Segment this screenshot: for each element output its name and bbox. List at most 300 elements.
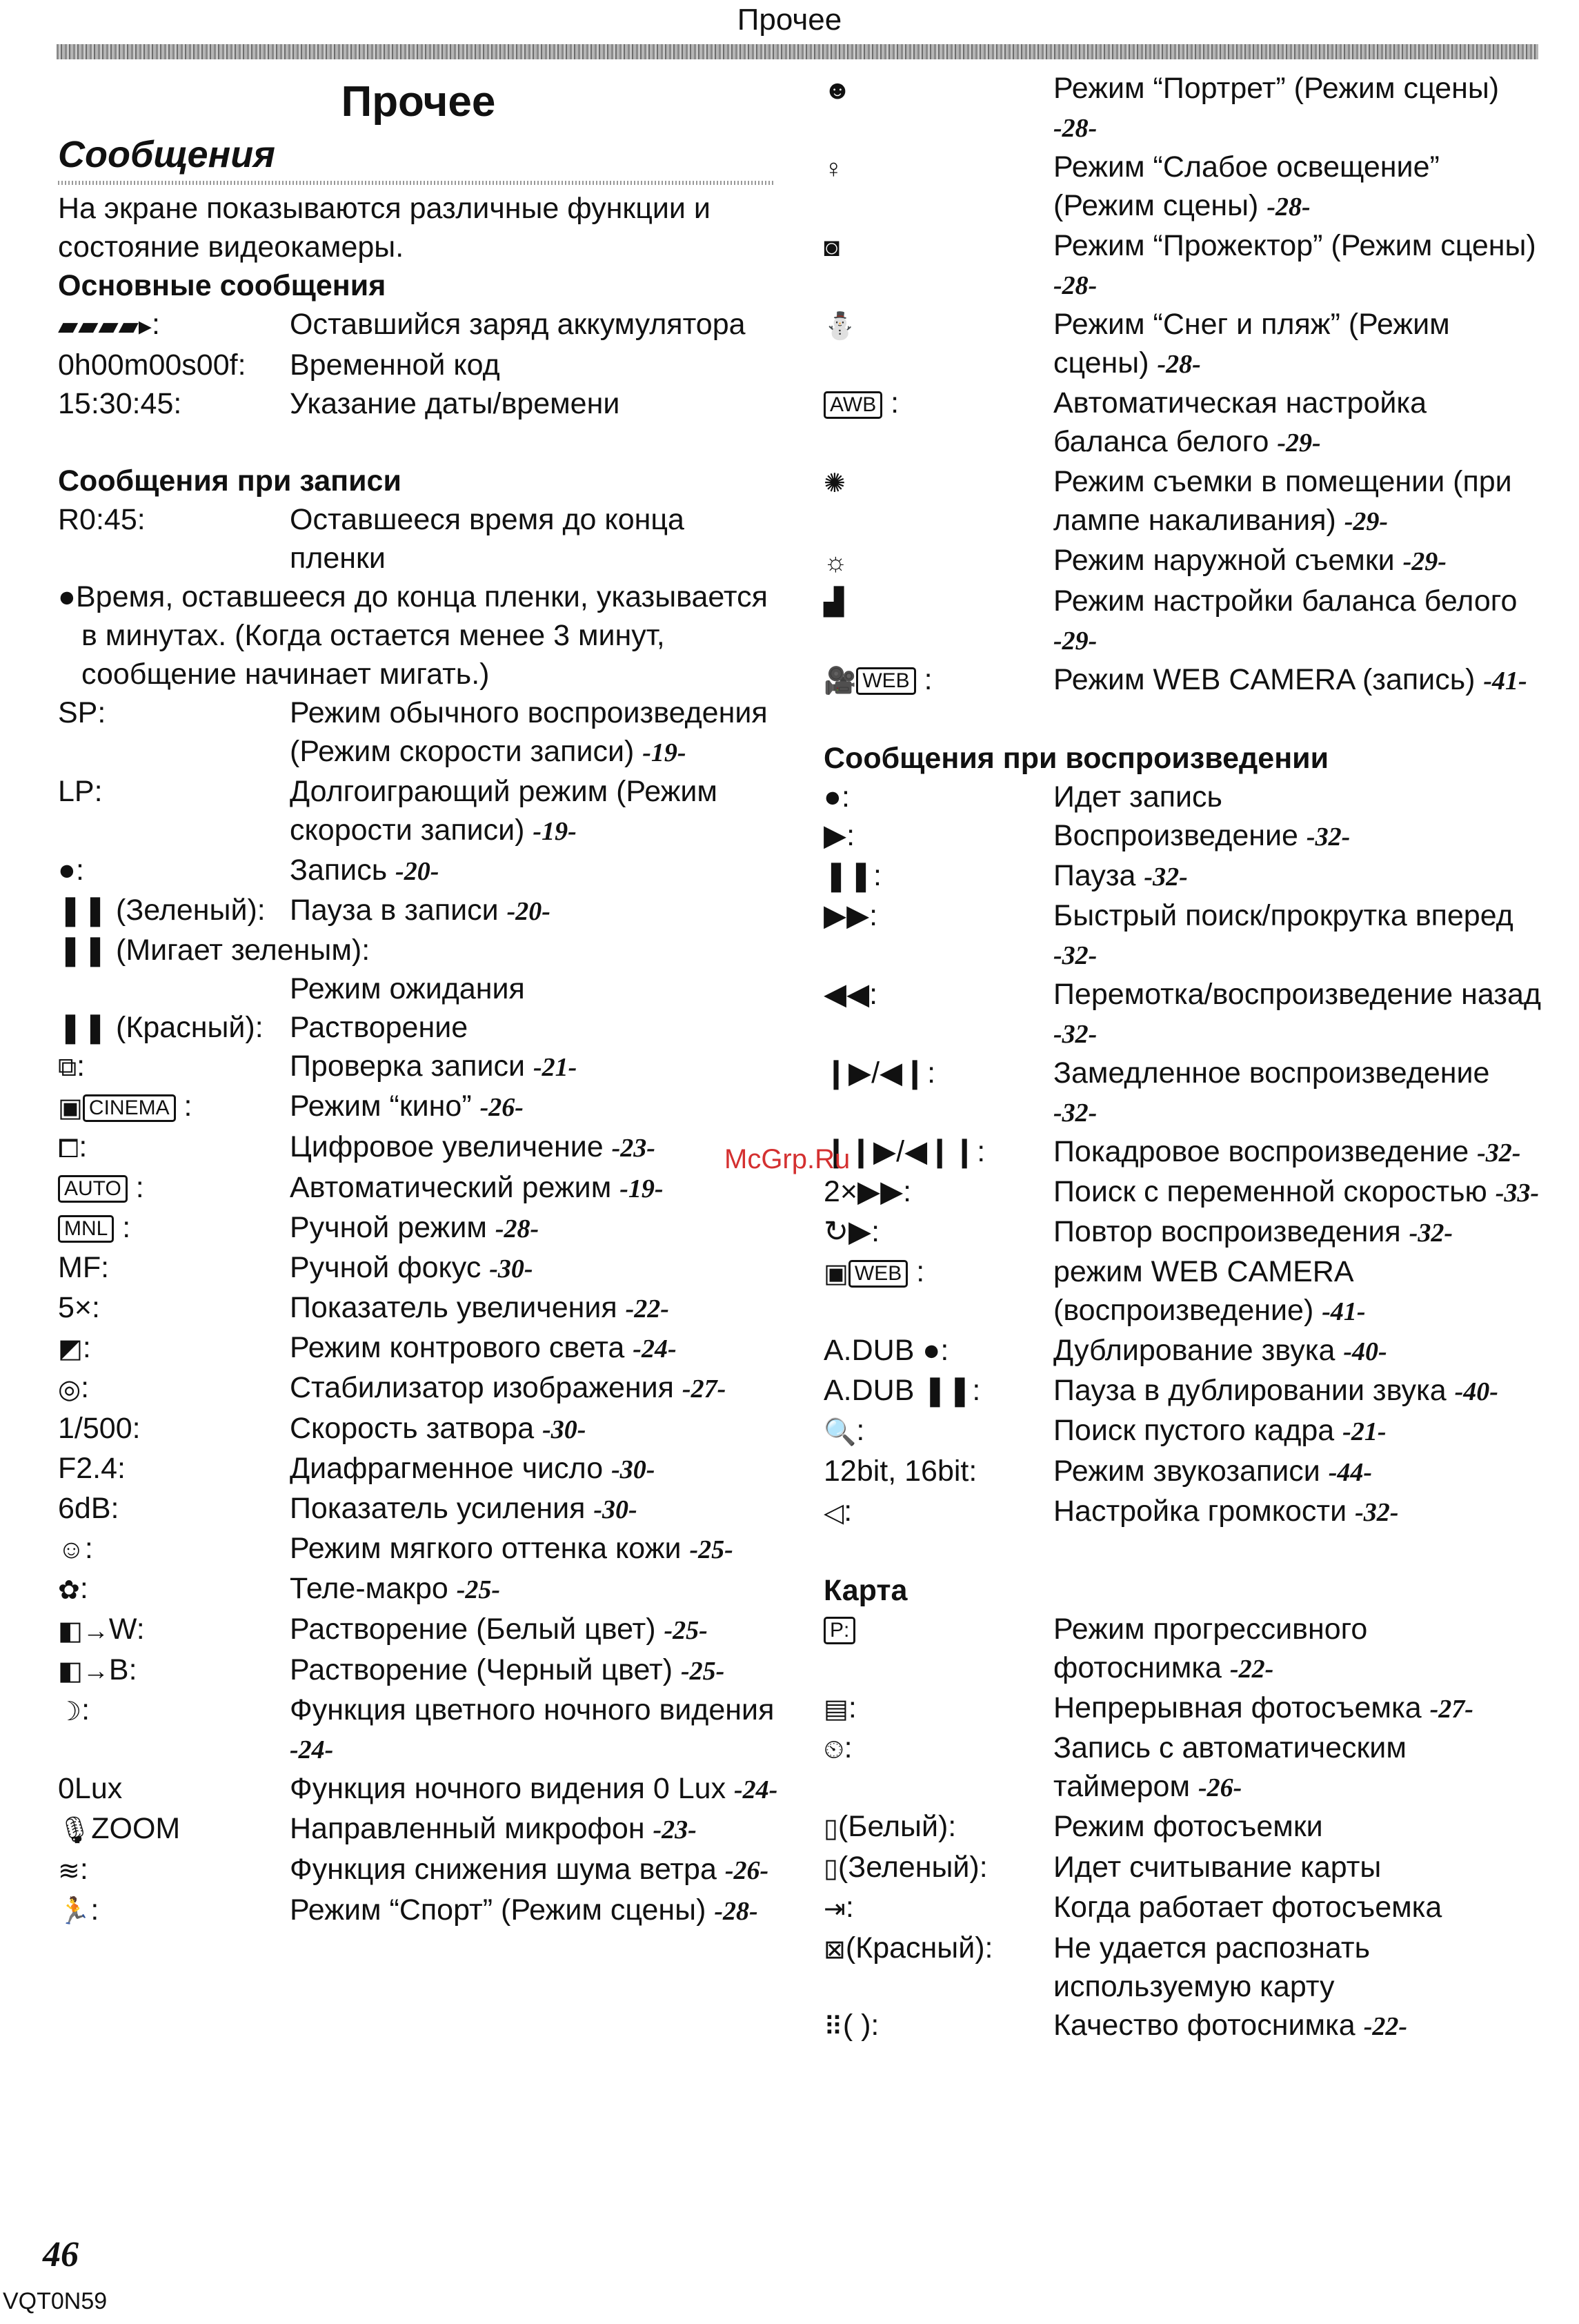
item-text: Запись с автоматическим таймером -26- [1053,1731,1407,1804]
fade-white-icon: ◧→ [58,1616,109,1646]
list-item [824,2006,1541,2047]
item-key [824,1492,1053,1533]
item-label: 12bit, 16bit: [824,1454,977,1488]
page-ref: -19- [533,816,577,846]
item-label: WEB [848,1260,908,1288]
sun-icon: ☼ [824,547,848,577]
item-key [58,1651,290,1691]
item-text: Растворение (Черный цвет) -25- [290,1653,725,1686]
left-column [58,69,779,1931]
list-item [58,693,779,772]
page-ref: -41- [1322,1297,1366,1327]
item-label: 1/500: [58,1411,141,1445]
item-key [824,1688,1053,1729]
item-key [824,1848,1053,1889]
item-key [824,1411,1053,1452]
item-text: Дублирование звука -40- [1053,1334,1387,1368]
item-label: : [79,1130,88,1163]
item-label: : [856,1414,865,1448]
item-text: Пауза в записи -20- [290,893,550,927]
running-header: Прочее [737,3,842,37]
card-icon: ▯ [824,1813,838,1843]
page-ref: -22- [1229,1654,1274,1684]
list-item [824,1848,1541,1889]
item-text: Пауза в дублировании звука -40- [1053,1374,1498,1408]
self-timer-icon: ⏲ [824,1735,844,1764]
page-ref: -32- [1053,941,1098,971]
volume-icon: ◁ [824,1498,844,1528]
card-heading: Карта [824,1573,908,1607]
web-camera-play-icon: ▣ [824,1259,848,1288]
list-item [824,1610,1541,1688]
page-ref: -30- [489,1254,533,1283]
quality-icon: ⠿ [824,2012,843,2042]
item-key [824,69,1053,148]
item-text: Пауза -32- [1053,859,1188,893]
item-label: SP: [58,696,106,729]
play-list [824,778,1541,1532]
page-ref: -21- [533,1052,577,1082]
page-ref: -25- [680,1656,725,1686]
list-item [58,1891,779,1931]
list-item [58,1489,779,1529]
list-item [58,1328,779,1369]
item-label: ▶: [824,819,855,853]
intro-text: На экране показываются различные функции и состояние видеокамеры. [58,192,711,264]
item-key [824,1172,1053,1212]
page-ref: -30- [593,1495,637,1524]
page-ref: -29- [1053,626,1098,656]
item-label: ❚❚: [824,859,882,893]
item-key [824,1452,1053,1492]
list-item [824,1411,1541,1452]
section-rule [58,181,775,185]
item-text: Режим контрового света -24- [290,1330,677,1364]
item-key [58,1449,290,1489]
list-item [58,1529,779,1570]
card-icon: ▯ [824,1854,838,1884]
item-label: : [81,1371,90,1405]
rec-list [58,693,779,1931]
list-item [58,1409,779,1449]
item-text: Теле-макро -25- [290,1572,501,1606]
item-key [58,772,290,851]
item-key [824,1132,1053,1172]
list-item [58,1127,779,1168]
item-text: Показатель усиления -30- [290,1491,637,1525]
scene-list [824,69,1541,700]
watermark: McGrp.Ru [724,1144,851,1174]
indoor-bulb-icon: ✺ [824,469,846,498]
item-key [824,856,1053,896]
page-ref: -28- [1053,271,1098,300]
item-key [58,1047,290,1087]
item-label: ❚❚ (Зеленый): [58,893,266,927]
list-item [824,1688,1541,1729]
item-key [58,693,290,772]
item-text: Режим “Прожектор” (Режим сцены) -28- [1053,229,1536,300]
item-text: Направленный микрофон -23- [290,1812,697,1846]
sport-icon: 🏃 [58,1897,91,1927]
item-label: : [844,1494,853,1528]
item-label: : [79,1853,88,1887]
item-text: Поиск с переменной скоростью -33- [1053,1175,1540,1209]
blank-search-icon: 🔍 [824,1417,857,1447]
burst-icon: ▤ [824,1695,848,1724]
item-label: WEB [856,667,915,695]
page-number: 46 [43,2235,79,2274]
item-label: LP: [58,774,103,808]
list-item [58,1288,779,1328]
item-key [58,851,290,891]
page-ref: -28- [1053,114,1098,143]
item-key [58,1691,290,1769]
item-text: Автоматическая настройка баланса белого -29- [1053,386,1427,458]
page-ref: -32- [1409,1219,1453,1248]
item-text: Идет запись [1053,780,1222,814]
list-item [824,1132,1541,1172]
item-key: ▣WEB : [824,1252,1053,1331]
item-label: : [845,1891,854,1924]
list-item [58,1691,779,1769]
list-item [58,851,779,891]
page-ref: -22- [1363,2012,1407,2042]
item-text: Непрерывная фотосъемка -27- [1053,1691,1473,1724]
item-label: ❙▶/◀❙: [824,1056,936,1090]
item-text: Режим “Слабое освещение” (Режим сцены) -28- [1053,150,1440,222]
cinema-icon: ▣ [58,1093,83,1123]
item-label: A.DUB ❚❚: [824,1374,981,1408]
page-ref: -25- [456,1575,501,1605]
list-item [58,891,779,931]
item-text: Показатель увеличения -22- [290,1290,669,1324]
section-title: Сообщения [58,134,275,175]
page-ref: -32- [1144,863,1188,892]
page-ref: -25- [689,1535,733,1564]
fade-black-icon: ◧→ [58,1657,109,1686]
tele-macro-icon: ✿ [58,1576,80,1606]
list-item [824,1054,1541,1132]
list-item [58,1047,779,1087]
list-item [824,1252,1541,1331]
spotlight-icon: ◙ [824,233,840,262]
item-text: Скорость затвора -30- [290,1411,586,1445]
item-text: Долгоиграющий режим (Режим скорости записи) -19- [290,774,717,847]
page-ref: -30- [542,1415,586,1444]
item-key [58,1127,290,1168]
item-label: : [77,1049,86,1083]
item-key [824,541,1053,582]
list-item [824,660,1541,701]
item-text: Воспроизведение -32- [1053,819,1351,853]
item-text: Режим прогрессивного фотоснимка -22- [1053,1612,1368,1684]
page-ref: -32- [1053,1099,1098,1128]
item-text: Режим мягкого оттенка кожи -25- [290,1531,733,1565]
page-ref: -32- [1355,1497,1399,1527]
page-ref: -32- [1477,1139,1521,1168]
page-ref: -41- [1483,666,1527,696]
item-text: Растворение (Белый цвет) -25- [290,1613,708,1646]
rec-heading: Сообщения при записи [58,464,401,498]
item-key [58,1489,290,1529]
item-key [58,1850,290,1891]
item-key [824,2006,1053,2047]
page-ref: -20- [395,856,439,886]
item-text: Режим обычного воспроизведения (Режим скорости записи) -19- [290,696,768,768]
page-ref: -40- [1454,1377,1498,1407]
list-item [824,462,1541,541]
list-item [824,1172,1541,1212]
item-key [824,582,1053,660]
play-heading: Сообщения при воспроизведении [824,742,1329,776]
list-item [824,1888,1541,1929]
item-text: Функция снижения шума ветра -26- [290,1853,769,1887]
list-item [58,1248,779,1288]
card-error-icon: ⊠ [824,1935,846,1964]
page-ref: -23- [653,1815,697,1845]
list-item [824,1929,1541,2006]
list-item: 15:30:45: Указание даты/времени [58,386,620,420]
list-item [58,1087,779,1127]
item-text: Ручной фокус -30- [290,1250,533,1284]
item-text: Когда работает фотосъемка [1053,1891,1442,1924]
item-label: ❚❚ (Мигает зеленым): [58,933,370,967]
list-item [824,1729,1541,1807]
item-key [58,1288,290,1328]
list-item: ▰▰▰▰▸: Оставшийся заряд аккумулятора [58,305,779,346]
item-text: Цифровое увеличение -23- [290,1130,655,1163]
item-label: : [79,1572,88,1606]
list-item [824,226,1541,305]
item-key [824,1371,1053,1411]
item-key [58,969,290,1008]
page-ref: -29- [1277,429,1321,457]
list-item [824,582,1541,660]
battery-key: ▰▰▰▰▸: [58,305,290,346]
item-label: (Зеленый): [837,1850,988,1884]
list-item [58,931,779,969]
item-key [58,931,370,969]
stabilizer-icon: ◎ [58,1375,81,1404]
item-label: W: [108,1613,145,1646]
page-ref: -22- [625,1294,669,1323]
soft-skin-icon: ☺ [58,1535,85,1565]
page-ref: -28- [1267,193,1311,221]
item-text: Повтор воспроизведения -32- [1053,1215,1453,1249]
item-text: Режим “Снег и пляж” (Режим сцены) -28- [1053,308,1450,380]
item-text: Поиск пустого кадра -21- [1053,1414,1387,1448]
page-ref: -28- [714,1896,758,1926]
item-text: Режим WEB CAMERA (запись) -41- [1053,662,1527,696]
item-label: P: [824,1617,855,1644]
item-label: : [81,1693,90,1727]
list-item [58,969,779,1008]
page-ref: -28- [1157,350,1201,379]
item-text: Режим звукозаписи -44- [1053,1454,1373,1488]
page-ref: -32- [1053,1020,1098,1050]
list-item: R0:45: Оставшееся время до конца пленки [58,502,684,575]
portrait-icon: ☻ [824,75,851,105]
item-text: Функция цветного ночного видения -24- [290,1693,775,1765]
snow-beach-icon: ⛄ [824,311,857,341]
item-text: Режим съемки в помещении (при лампе накаливания) -29- [1053,465,1512,537]
item-key [824,1212,1053,1252]
item-label: A.DUB ●: [824,1334,949,1368]
item-key [824,778,1053,816]
zoom-mic-icon: 🎙 [58,1816,92,1846]
item-label: 0Lux [58,1772,123,1806]
item-key [824,305,1053,384]
page-ref: -33- [1495,1179,1540,1208]
list-item [824,896,1541,975]
page-ref: -44- [1328,1457,1373,1487]
list-item [824,1212,1541,1252]
list-item [824,69,1541,148]
item-label: 6dB: [58,1491,119,1525]
item-label: ❚❚ (Красный): [58,1010,264,1044]
item-key: AUTO : [58,1168,290,1208]
page-ref: -19- [619,1174,664,1203]
item-label: : [90,1893,99,1927]
page-ref: -30- [611,1455,655,1484]
item-text: Настройка громкости -32- [1053,1494,1399,1528]
page-ref: -26- [479,1093,524,1123]
item-label: ❙❙▶/◀❙❙: [824,1135,986,1169]
page-ref: -23- [611,1133,655,1163]
page-ref: -19- [642,738,686,767]
item-key [58,1409,290,1449]
page-ref: -27- [1429,1694,1473,1724]
item-label: ◀◀: [824,978,878,1012]
item-key [58,1809,290,1850]
page-ref: -21- [1342,1417,1387,1447]
item-key: MNL : [58,1208,290,1248]
card-list [824,1610,1541,2047]
page-ref: -26- [724,1856,769,1886]
list-item [58,1809,779,1850]
item-key [824,816,1053,856]
item-label: : [84,1531,93,1565]
list-item [824,856,1541,896]
list-item [824,975,1541,1054]
page-ref: -25- [664,1616,708,1646]
item-key [824,1729,1053,1807]
item-key [58,1328,290,1369]
list-item [58,1208,779,1248]
item-key [58,1008,290,1047]
list-item [824,305,1541,384]
wind-noise-icon: ≋ [58,1856,80,1886]
list-item [58,1008,779,1047]
item-key [824,462,1053,541]
page-ref: -28- [495,1214,539,1243]
item-label: AWB [824,391,882,419]
item-key [824,1929,1053,2006]
list-item [58,1569,779,1610]
list-item [58,1449,779,1489]
list-item [824,148,1541,226]
page-ref: -29- [1344,507,1389,536]
item-key [824,896,1053,975]
page-ref: -27- [682,1375,726,1404]
battery-icon: ▰▰▰▰▸ [58,311,152,341]
color-night-icon: ☽ [58,1697,82,1727]
item-label: CINEMA [83,1094,176,1122]
list-item [824,816,1541,856]
item-text: Перемотка/воспроизведение назад -32- [1053,978,1541,1050]
item-text: Ручной режим -28- [290,1210,539,1244]
page-ref: -24- [290,1735,334,1765]
item-label: B: [108,1653,137,1686]
list-item: 0h00m00s00f: Временной код [58,348,500,382]
item-label: ZOOM [91,1812,181,1846]
item-label: ▶▶: [824,899,878,933]
item-key [824,1610,1053,1688]
item-text: Режим “Портрет” (Режим сцены) -28- [1053,72,1500,143]
item-key [824,1331,1053,1371]
item-text: Быстрый поиск/прокрутка вперед -32- [1053,899,1513,971]
web-camera-rec-icon: 🎥 [824,667,857,696]
item-text: Качество фотоснимка -22- [1053,2009,1407,2042]
page-ref: -32- [1306,823,1351,852]
item-label: : [82,1330,91,1364]
item-key [824,975,1053,1054]
item-text: Режим ожидания [290,972,525,1005]
item-text: Замедленное воспроизведение -32- [1053,1056,1490,1128]
page-ref: -29- [1402,547,1447,576]
digital-zoom-icon: ⧠ [58,1134,79,1163]
item-text: Режим настройки баланса белого -29- [1053,584,1518,656]
item-text: Режим “кино” -26- [290,1090,524,1123]
item-key [58,1569,290,1610]
item-key [824,226,1053,305]
item-text: Идет считывание карты [1053,1850,1382,1884]
item-text: Автоматический режим -19- [290,1170,664,1204]
list-item [58,772,779,851]
item-key [824,1888,1053,1929]
list-item [58,1168,779,1208]
list-item [824,541,1541,582]
item-label: : [844,1731,853,1765]
list-item [824,1371,1541,1411]
item-text: Режим “Спорт” (Режим сцены) -28- [290,1893,758,1927]
item-label: (Красный): [845,1931,993,1965]
item-label: 2×▶▶: [824,1175,912,1209]
page-ref: -26- [1198,1773,1242,1803]
item-text: Запись -20- [290,853,439,887]
list-item [58,1769,779,1809]
item-text: Не удается распознать используемую карту [1053,1931,1370,2004]
low-light-icon: ♀ [824,154,844,184]
item-key [58,1368,290,1409]
item-text: Функция ночного видения 0 Lux -24- [290,1772,778,1806]
item-key: ▣CINEMA : [58,1087,290,1127]
item-text: Покадровое воспроизведение -32- [1053,1135,1521,1169]
rec-note: ●Время, оставшееся до конца пленки, указывается в минутах. (Когда остается менее 3 минут, сообщение начинает мигать.) [58,580,768,691]
list-item [824,778,1541,816]
item-key [824,148,1053,226]
list-item [58,1368,779,1409]
item-key [824,1054,1053,1132]
wb-set-icon: ▟ [824,588,844,618]
item-text: режим WEB CAMERA (воспроизведение) -41- [1053,1255,1366,1328]
right-column [824,69,1541,2047]
item-label: : [848,1691,857,1724]
page-ref: -20- [506,896,550,926]
item-key [58,1248,290,1288]
list-item [824,384,1541,462]
item-label: ●: [824,780,850,814]
